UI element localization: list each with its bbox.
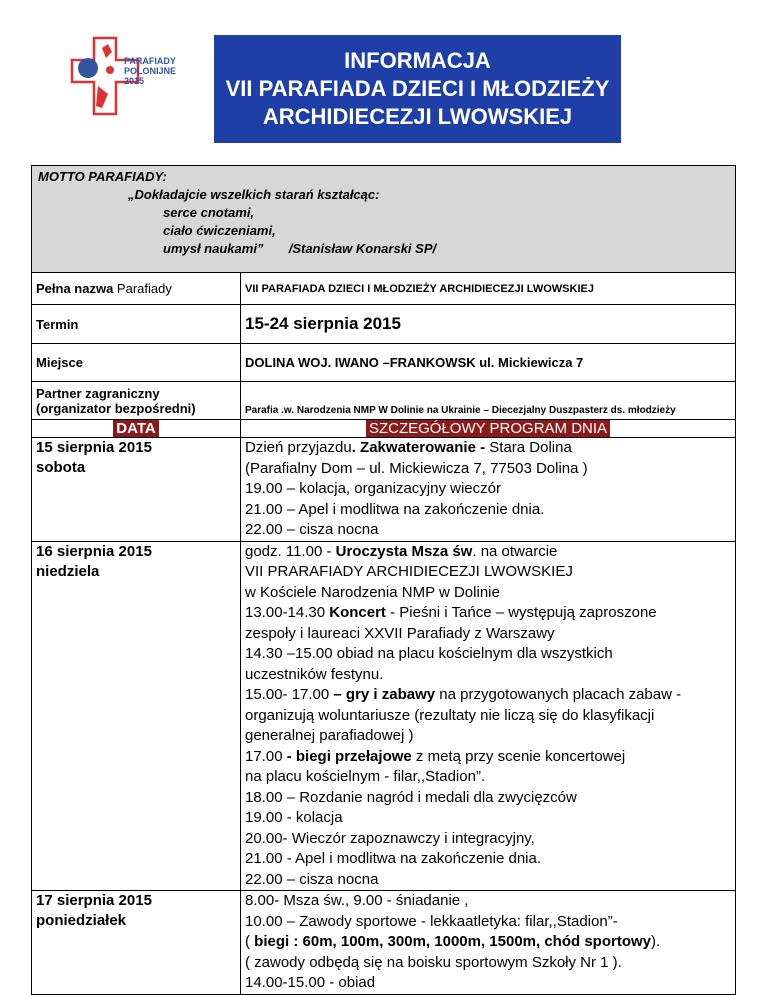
banner-line-2: VII PARAFIADA DZIECI I MŁODZIEŻY xyxy=(225,76,610,101)
program-line: na placu kościelnym - filar,,Stadion”. xyxy=(245,768,486,785)
program-line: (Parafialny Dom – ul. Mickiewicza 7, 77503 Dolina ) xyxy=(245,459,588,477)
program-line: 22.00 – cisza nocna xyxy=(245,521,379,538)
program-line: 8.00- Msza św., 9.00 - śniadanie , xyxy=(245,892,469,909)
date-header: DATA xyxy=(32,420,241,438)
program-line: generalnej parafiadowej ) xyxy=(245,727,414,744)
program-line: ( zawody odbędą się na boisku sportowym Szkoły Nr 1 ). xyxy=(245,953,622,971)
term-value: 15-24 sierpnia 2015 xyxy=(241,305,736,344)
day-row xyxy=(32,891,736,995)
program-line: zespoły i laureaci XXVII Parafiady z Warszawy xyxy=(245,624,555,642)
motto-line-4: umysł naukami” /Stanisław Konarski SP/ xyxy=(163,241,437,256)
motto-line-1: „Dokładajcie wszelkich starań kształcąc: xyxy=(128,187,380,202)
motto-line-2: serce cnotami, xyxy=(163,205,255,220)
program-line: uczestników festynu. xyxy=(245,665,384,683)
day-row xyxy=(32,438,736,542)
program-line: Dzień przyjazdu. Zakwaterowanie - Stara Dolina xyxy=(245,439,572,456)
program-line: 18.00 – Rozdanie nagród i medali dla zwycięzców xyxy=(245,788,577,806)
program-line: 10.00 – Zawody sportowe - lekkaatletyka: filar,,Stadion”- xyxy=(245,912,618,930)
banner-line-3: ARCHIDIECEZJI LWOWSKIEJ xyxy=(262,104,573,129)
program-line: 17.00 - biegi przełajowe z metą przy scenie koncertowej xyxy=(245,747,626,765)
partner-label: Partner zagraniczny (organizator bezpośredni) xyxy=(32,382,241,420)
motto-line-3: ciało ćwiczeniami, xyxy=(163,223,276,238)
program-line: 19.00 - kolacja xyxy=(245,809,343,826)
program-line: 15.00- 17.00 – gry i zabawy na przygotowanych placach zabaw - xyxy=(245,686,682,703)
day-row xyxy=(32,541,736,891)
place-label: Miejsce xyxy=(32,344,241,382)
program-line: 14.30 –15.00 obiad na placu kościelnym dla wszystkich xyxy=(245,645,613,662)
program-line: 13.00-14.30 Koncert - Pieśni i Tańce – występują zaproszone xyxy=(245,604,657,621)
program-header: SZCZEGÓŁOWY PROGRAM DNIA xyxy=(241,420,736,438)
day-program-cell xyxy=(241,541,736,891)
program-line: 22.00 – cisza nocna xyxy=(245,870,379,888)
day-date-cell: 17 sierpnia 2015 poniedziałek xyxy=(32,891,241,995)
banner-line-1: INFORMACJA xyxy=(344,48,491,73)
program-line: organizują woluntariusze (rezultaty nie liczą się do klasyfikacji xyxy=(245,706,655,724)
name-row xyxy=(32,273,736,305)
term-row xyxy=(32,305,736,344)
partner-row xyxy=(32,382,736,420)
program-line: VII PRARAFIADY ARCHIDIECEZJI LWOWSKIEJ xyxy=(245,563,573,580)
name-value: VII PARAFIADA DZIECI I MŁODZIEŻY ARCHIDIECEZJI LWOWSKIEJ xyxy=(241,273,736,305)
name-label: Pełna nazwa Parafiady xyxy=(32,273,241,305)
info-table xyxy=(31,165,736,995)
program-line: ( biegi : 60m, 100m, 300m, 1000m, 1500m, chód sportowy). xyxy=(245,933,661,950)
program-line: 21.00 – Apel i modlitwa na zakończenie dnia. xyxy=(245,500,545,518)
program-line: 19.00 – kolacja, organizacyjny wieczór xyxy=(245,480,501,497)
program-header-row xyxy=(32,420,736,438)
program-line: 21.00 - Apel i modlitwa na zakończenie dnia. xyxy=(245,850,542,867)
day-date-cell: 16 sierpnia 2015 niedziela xyxy=(32,541,241,891)
program-line: godz. 11.00 - Uroczysta Msza św. na otwarcie xyxy=(245,542,558,560)
motto-label: MOTTO PARAFIADY: xyxy=(38,169,167,184)
place-row xyxy=(32,344,736,382)
logo-text: PARAFIADY POLONIJNE 2015 xyxy=(124,56,177,86)
day-program-cell xyxy=(241,891,736,995)
program-line: 20.00- Wieczór zapoznawczy i integracyjny, xyxy=(245,829,535,847)
day-date-cell: 15 sierpnia 2015 sobota xyxy=(32,438,241,542)
term-label: Termin xyxy=(32,305,241,344)
program-line: 14.00-15.00 - obiad xyxy=(245,974,376,991)
program-line: w Kościele Narodzenia NMP w Dolinie xyxy=(245,583,500,601)
partner-value: Parafia .w. Narodzenia NMP W Dolinie na Ukrainie – Diecezjalny Duszpasterz ds. młodzieży xyxy=(241,382,736,420)
motto-row xyxy=(32,166,736,273)
motto-cell xyxy=(32,166,736,273)
place-value: DOLINA WOJ. IWANO –FRANKOWSK ul. Mickiewicza 7 xyxy=(241,344,736,382)
title-banner xyxy=(214,35,621,143)
day-program-cell xyxy=(241,438,736,542)
